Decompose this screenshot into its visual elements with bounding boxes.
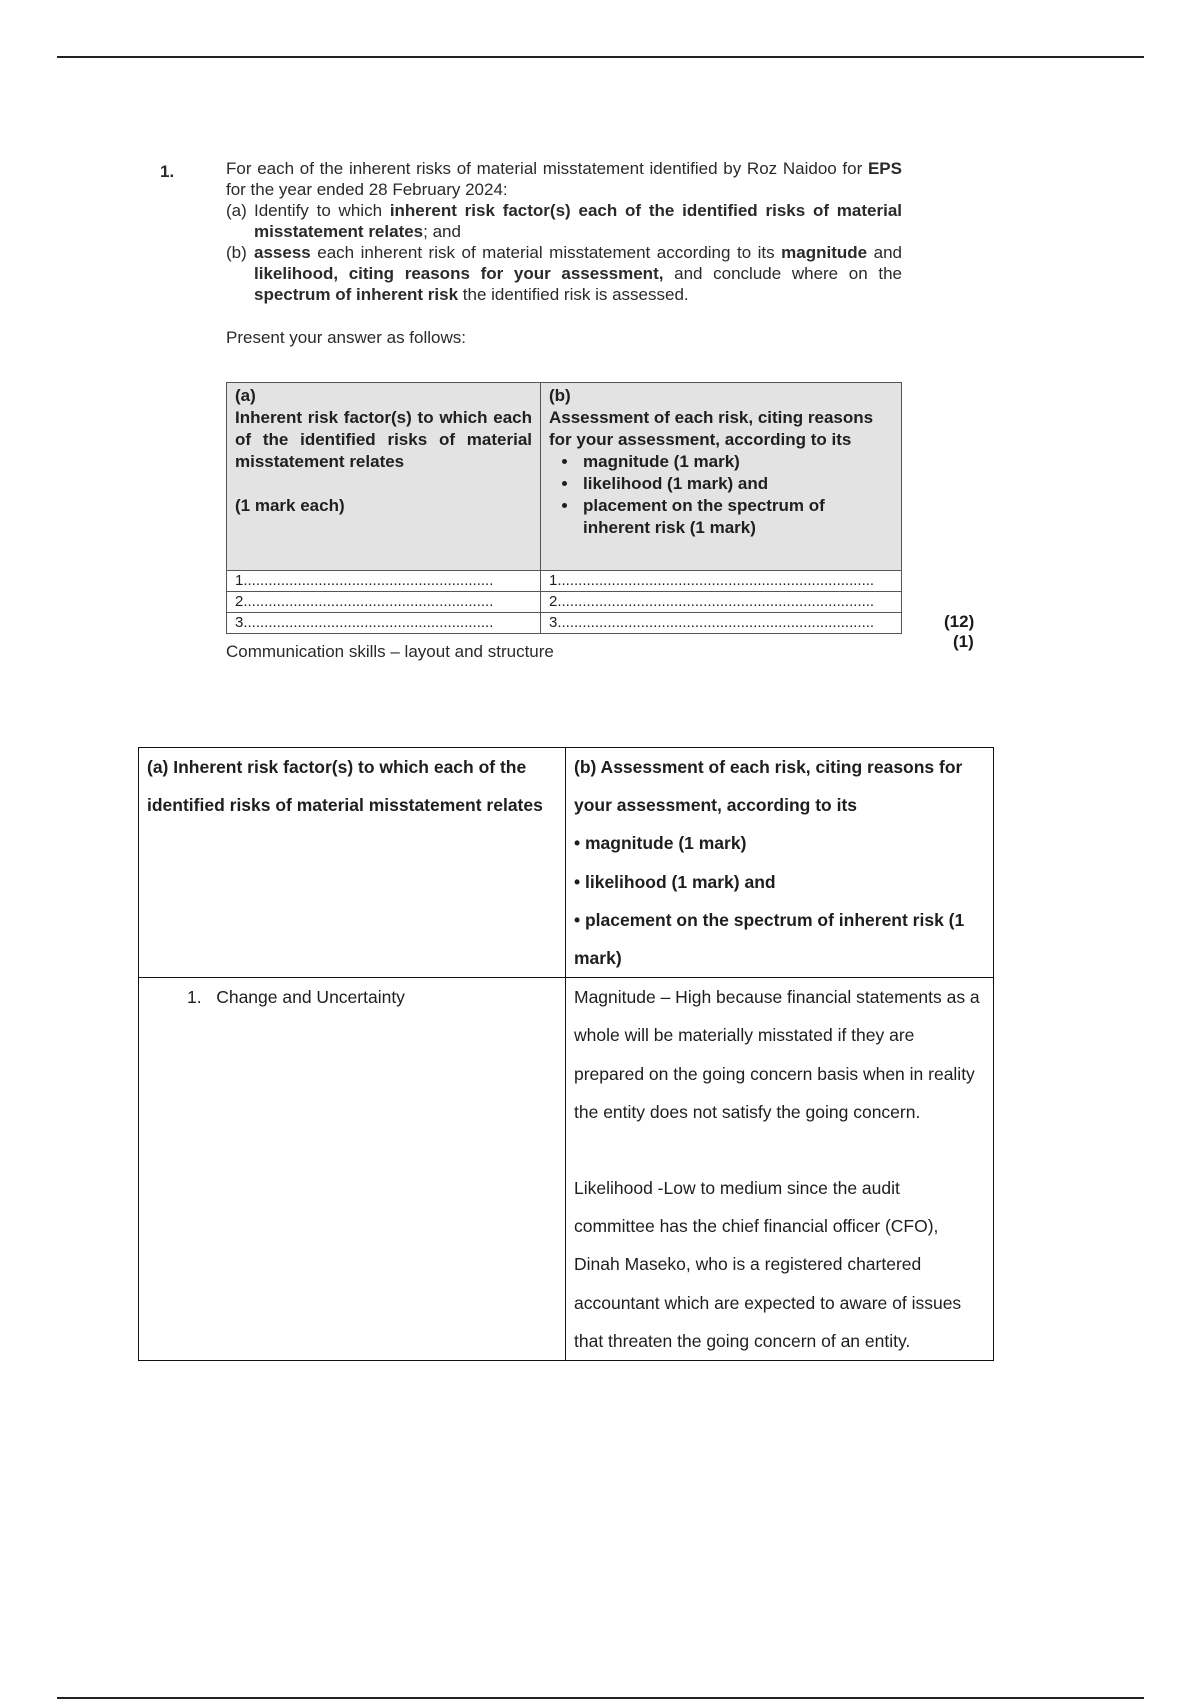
- template-blank-row: 1............................................................ 1............................................................................: [227, 571, 902, 592]
- template-bullet: • magnitude (1 mark): [579, 451, 893, 473]
- risk-factor: Change and Uncertainty: [216, 987, 405, 1008]
- footer-rule: [57, 1697, 1144, 1699]
- template-col-a-header: (a) Inherent risk factor(s) to which each of the identified risks of material misstatement relates (1 mark each): [227, 383, 541, 571]
- present-instruction: Present your answer as follows:: [226, 328, 466, 347]
- risk-number: 1.: [187, 987, 202, 1008]
- template-blank-row: 2............................................................ 2............................................................................: [227, 592, 902, 613]
- template-blank-row: 3............................................................ 3............................................................................: [227, 613, 902, 634]
- question-body: [226, 158, 902, 348]
- template-bullet: • likelihood (1 mark) and: [579, 473, 893, 495]
- likelihood-text: Likelihood -Low to medium since the audit committee has the chief financial officer (CFO), Dinah Maseko, who is a registered chartered accountant which are expected to aware of issues that threaten the going concern of an entity.: [574, 1178, 962, 1351]
- answer-header-b: (b) Assessment of each risk, citing reasons for your assessment, according to its • magnitude (1 mark) • likelihood (1 mark) and • placement on the spectrum of inherent risk (1 mark): [566, 748, 994, 978]
- question-part-a: (a) Identify to which inherent risk factor(s) each of the identified risks of material misstatement relates; and: [226, 201, 902, 241]
- answer-template-table: [226, 382, 902, 634]
- question-number: 1.: [160, 162, 175, 181]
- communication-skills-line: Communication skills – layout and structure: [226, 642, 554, 661]
- answer-table: [138, 747, 994, 1361]
- answer-bullet: • magnitude (1 mark): [574, 833, 747, 854]
- template-bullet: • placement on the spectrum of inherent risk (1 mark): [579, 495, 893, 539]
- answer-bullet: • placement on the spectrum of inherent risk (1 mark): [574, 909, 965, 969]
- risk-factor-cell: [139, 978, 566, 1361]
- marks-total: (12): [944, 612, 975, 631]
- magnitude-text: Magnitude – High because financial statements as a whole will be materially misstated if they are prepared on the going concern basis when in reality the entity does not satisfy the going concern.: [574, 987, 980, 1122]
- template-col-b-header: (b) Assessment of each risk, citing reasons for your assessment, according to its • magnitude (1 mark) • likelihood (1 mark) and • placement on the spectrum of inherent risk (1 mark): [541, 383, 902, 571]
- answer-header-a: (a) Inherent risk factor(s) to which each of the identified risks of material misstatement relates: [139, 748, 566, 978]
- assessment-cell: [566, 978, 994, 1361]
- question-part-b: (b) assess each inherent risk of material misstatement according to its magnitude and likelihood, citing reasons for your assessment, and conclude where on the spectrum of inherent risk the identified risk is assessed.: [226, 243, 902, 304]
- answer-header-row: [139, 748, 994, 978]
- question-intro: For each of the inherent risks of material misstatement identified by Roz Naidoo for EPS for the year ended 28 February 2024:: [226, 159, 902, 199]
- marks-communication: (1): [953, 632, 974, 651]
- answer-row: [139, 978, 994, 1361]
- answer-bullet: • likelihood (1 mark) and: [574, 871, 776, 892]
- template-header-row: [227, 383, 902, 571]
- header-rule: [57, 56, 1144, 58]
